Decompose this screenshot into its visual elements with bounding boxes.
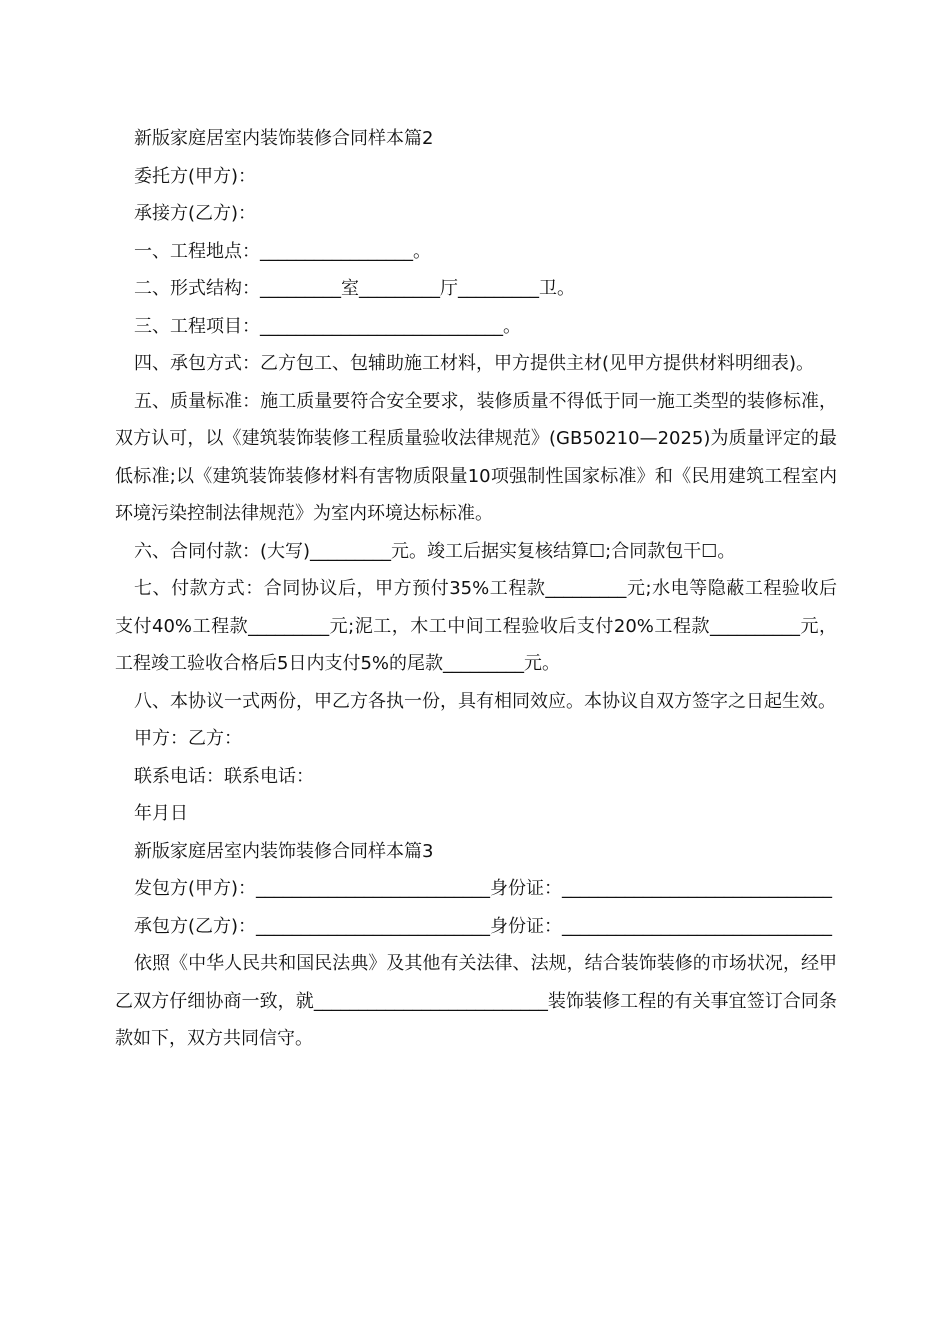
- clause-project-items: 三、工程项目：___________________________。: [134, 315, 521, 337]
- receiver-party-line: 承包方(乙方)：__________________________身份证：______________________________: [134, 915, 833, 937]
- clause-quality-standard: 五、质量标准：施工质量要符合安全要求，装修质量不得低于同一施工类型的装修标准，双方认可，以《建筑装饰装修工程质量验收法律规范》(GB50210—2025)为质量评定的最低标准;以《建筑装饰装修材料有害物质限量10项强制性国家标准》和《民用建筑工程室内环境污染控制法律规范》为室内环境达标标准。: [115, 390, 837, 524]
- signature-date: 年月日: [134, 803, 188, 824]
- clause-contract-payment: 六、合同付款：(大写)_________元。竣工后据实复核结算☐;合同款包干☐。: [134, 540, 736, 562]
- section-title-3: 新版家庭居室内装饰装修合同样本篇3: [134, 840, 434, 862]
- clause-project-location: 一、工程地点：_________________。: [134, 240, 431, 262]
- issuer-party-line: 发包方(甲方)：__________________________身份证：______________________________: [134, 878, 833, 899]
- signature-phones: 联系电话：联系电话：: [134, 765, 314, 787]
- clause-contract-method: 四、承包方式：乙方包工、包辅助施工材料，甲方提供主材(见甲方提供材料明细表)。: [134, 353, 815, 374]
- client-party-line: 委托方(甲方)：: [134, 165, 257, 187]
- contractor-party-line: 承接方(乙方)：: [134, 203, 257, 224]
- clause-structure-form: 二、形式结构：_________室_________厅_________卫。: [134, 278, 575, 299]
- signature-parties: 甲方：乙方：: [134, 728, 242, 749]
- contract-preamble: 依照《中华人民共和国民法典》及其他有关法律、法规，结合装饰装修的市场状况，经甲乙双方仔细协商一致，就__________________________装饰装修工程的有关事宜签订合同条款如下，双方共同信守。: [115, 953, 837, 1049]
- document-body: [115, 120, 837, 1058]
- clause-payment-method: 七、付款方式：合同协议后，甲方预付35%工程款_________元;水电等隐蔽工程验收后支付40%工程款_________元;泥工，木工中间工程验收后支付20%工程款__________元，工程竣工验收合格后5日内支付5%的尾款_________元。: [115, 578, 837, 674]
- clause-agreement-copies: 八、本协议一式两份，甲乙方各执一份，具有相同效应。本协议自双方签字之日起生效。: [134, 690, 836, 712]
- section-title-2: 新版家庭居室内装饰装修合同样本篇2: [134, 128, 434, 149]
